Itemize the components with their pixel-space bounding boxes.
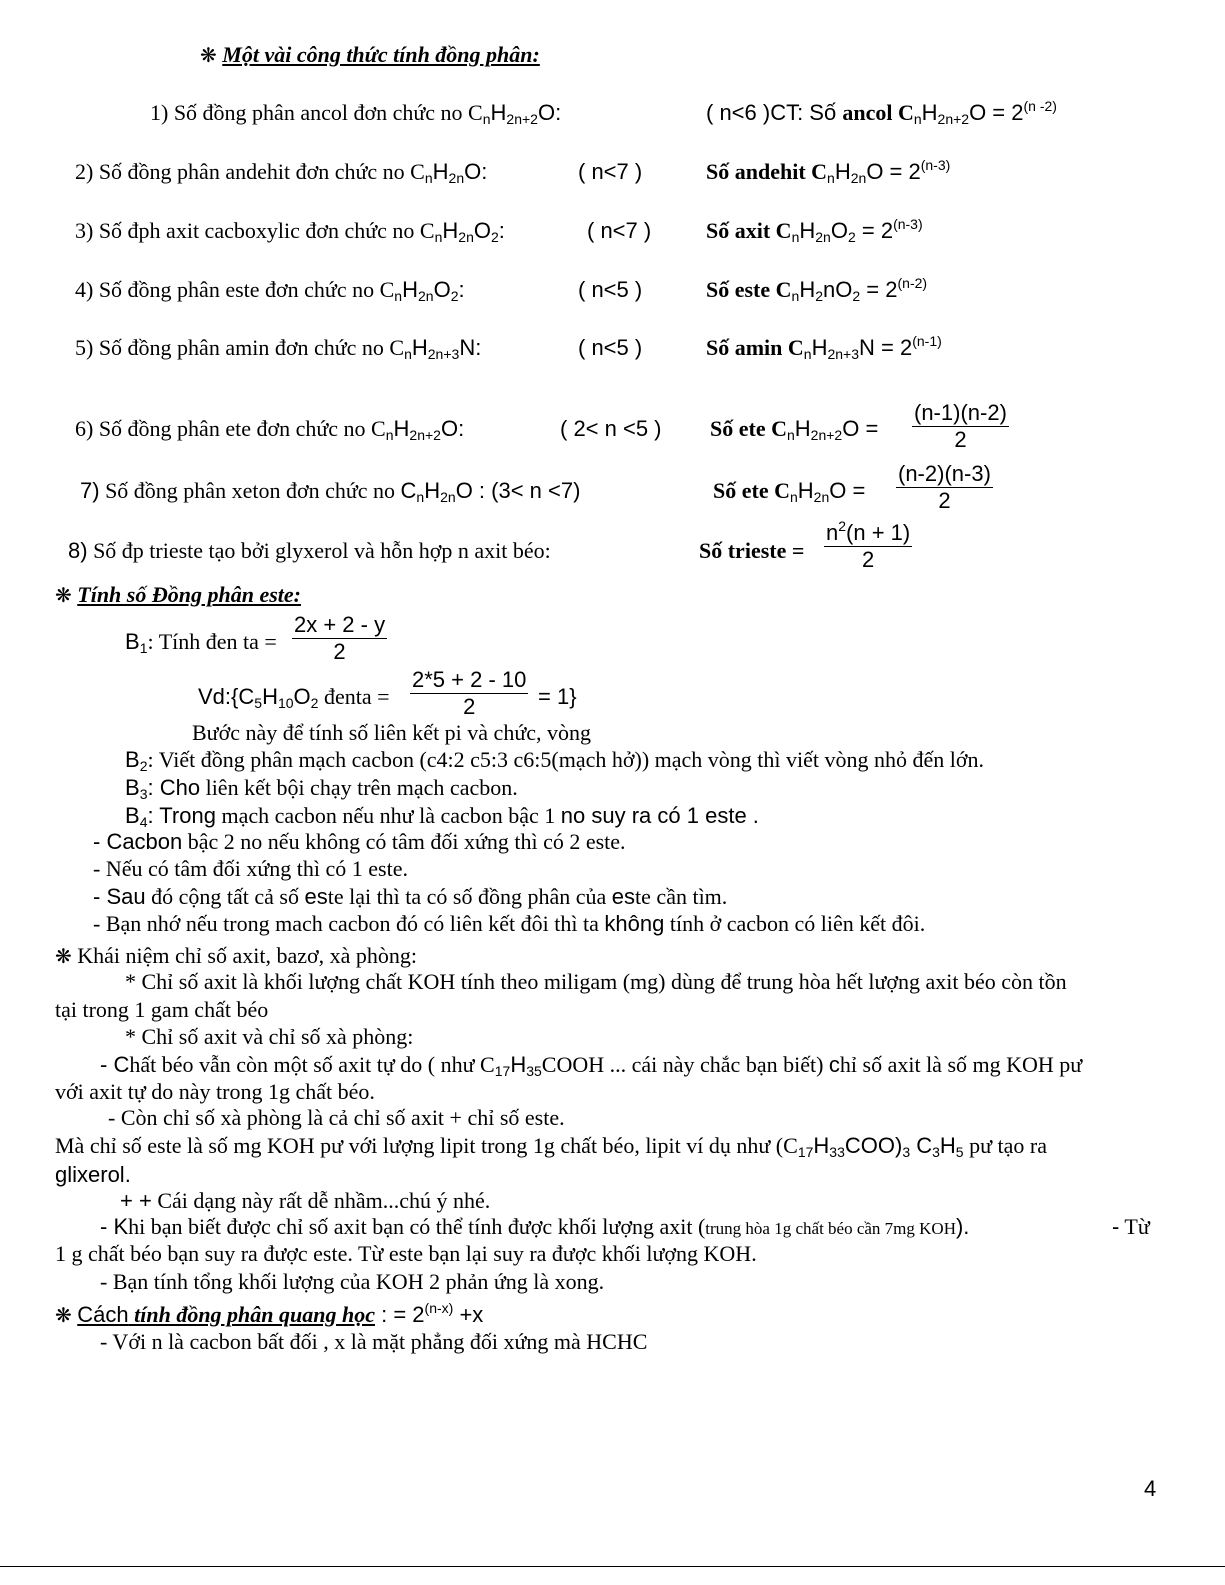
- paragraph-optical-note: - Với n là cacbon bất đối , x là mặt phẳng đối xứng mà HCHC: [100, 1329, 648, 1354]
- step-b1-fraction: [292, 612, 387, 665]
- paragraph-caution: + + Cái dạng này rất dễ nhầm...chú ý nhé.: [120, 1188, 491, 1213]
- formula-2-left: 2) Số đồng phân andehit đơn chức no $C_nH_{2n}O$:: [75, 159, 488, 186]
- formula-7-fraction: [896, 461, 993, 514]
- formula-6-fraction: [912, 400, 1009, 453]
- paragraph-acid-saponif: * Chỉ số axit và chỉ số xà phòng:: [125, 1024, 414, 1049]
- heading-text: Một vài công thức tính đồng phân:: [222, 42, 540, 67]
- paragraph-glixerol: glixerol.: [55, 1162, 131, 1187]
- fraction-numerator: $n^2(n + 1)$: [826, 518, 911, 545]
- heading-acid-index: [55, 943, 417, 969]
- paragraph-free-acid-2: với axit tự do này trong 1g chất béo.: [55, 1079, 375, 1104]
- flower-bullet-icon: ❋: [55, 583, 72, 607]
- flower-bullet-icon: ❋: [55, 944, 72, 968]
- heading-optical-isomers: ❋ Cách tính đồng phân quang học : = $2^{(n-x)} +x$: [55, 1300, 484, 1327]
- step-b1: $B_1$: Tính đen ta =: [125, 629, 277, 656]
- note-pi-bonds: Bước này để tính số liên kết pi và chức, vòng: [192, 720, 592, 745]
- formula-5-condition: ( n<5 ): [578, 335, 643, 360]
- example-denta: $Vd:\{C_5H_{10}O_2$ đenta =: [198, 684, 390, 711]
- fraction-denominator: 2: [333, 639, 346, 664]
- step-b4: $B_4$: Trong mạch cacbon nếu như là cacbon bậc 1 no suy ra có 1 este .: [125, 803, 759, 830]
- formula-8-left: 8) Số đp trieste tạo bởi glyxerol và hỗn hợp n axit béo:: [68, 538, 551, 563]
- paragraph-ester-index: Mà chỉ số este là số mg KOH pư với lượng lipit trong 1g chất béo, lipit ví dụ như $(C_{17}H_{33}COO)_3$ $C_3H_5$ pư tạo ra: [55, 1133, 1047, 1160]
- formula-4-condition: ( n<5 ): [578, 277, 643, 302]
- paragraph-calc-acid: - Khi bạn biết được chỉ số axit bạn có thể tính được khối lượng axit (trung hòa 1g chất béo cần 7mg KOH).: [100, 1214, 970, 1239]
- heading-isomer-formulas: [200, 42, 540, 68]
- formula-3-left: 3) Số đph axit cacboxylic đơn chức no $C_nH_{2n}O_2$:: [75, 218, 505, 245]
- step-b3: $B_3$: Cho liên kết bội chạy trên mạch cacbon.: [125, 775, 518, 802]
- heading-text: Tính số Đồng phân este:: [77, 582, 301, 607]
- dash-line-3: - Sau đó cộng tất cả số este lại thì ta có số đồng phân của este cần tìm.: [93, 884, 728, 909]
- fraction-denominator: 2: [463, 694, 476, 719]
- paragraph-saponif-index: - Còn chỉ số xà phòng là cả chỉ số axit + chỉ số este.: [108, 1105, 565, 1130]
- dash-line-1: - Cacbon bậc 2 no nếu không có tâm đối xứng thì có 2 este.: [93, 829, 626, 854]
- footer-divider: [0, 1566, 1225, 1567]
- example-fraction: [410, 667, 528, 720]
- formula-2-right: Số andehit $C_nH_{2n}O = 2^{(n-3)}$: [706, 157, 951, 186]
- paragraph-total-koh: - Bạn tính tổng khối lượng của KOH 2 phản ứng là xong.: [100, 1269, 605, 1294]
- formula-5-left: 5) Số đồng phân amin đơn chức no $C_nH_{2n+3}N$:: [75, 335, 482, 362]
- flower-bullet-icon: ❋: [55, 1303, 72, 1327]
- paragraph-calc-koh: 1 g chất béo bạn suy ra được este. Từ este bạn lại suy ra được khối lượng KOH.: [55, 1241, 757, 1266]
- formula-7-right: Số ete $C_nH_{2n}O$ =: [713, 478, 866, 505]
- fraction-numerator: 2*5 + 2 - 10: [412, 667, 527, 692]
- page-number: 4: [1144, 1476, 1157, 1501]
- formula-6-condition: ( 2< n <5 ): [560, 416, 662, 441]
- formula-8-fraction: [824, 520, 912, 573]
- formula-3-condition: ( n<7 ): [587, 218, 652, 243]
- formula-4-left: 4) Số đồng phân este đơn chức no $C_nH_{2n}O_2$:: [75, 277, 465, 304]
- paragraph-calc-acid-tail: - Từ: [1112, 1214, 1150, 1239]
- fraction-denominator: 2: [862, 547, 875, 572]
- paragraph-free-acid: - Chất béo vẫn còn một số axit tự do ( như $C_{17}H_{35}COOH$ ... cái này chắc bạn biết) chỉ số axit là số mg KOH pư: [100, 1052, 1083, 1079]
- dash-line-2: - Nếu có tâm đối xứng thì có 1 este.: [93, 856, 408, 881]
- formula-5-right: Số amin $C_nH_{2n+3}N = 2^{(n-1)}$: [706, 333, 942, 362]
- formula-1-left: 1) Số đồng phân ancol đơn chức no $C_nH_{2n+2}O$:: [150, 100, 562, 127]
- formula-1-right: ( n<6 )CT: Số ancol $C_nH_{2n+2}O = 2^{(n -2)}$: [706, 98, 1057, 127]
- formula-2-condition: ( n<7 ): [578, 159, 643, 184]
- flower-bullet-icon: ❋: [200, 43, 217, 67]
- heading-text: Khái niệm chỉ số axit, bazơ, xà phòng:: [71, 943, 417, 968]
- dash-line-4: - Bạn nhớ nếu trong mach cacbon đó có liên kết đôi thì ta không tính ở cacbon có liên kết đôi.: [93, 911, 926, 936]
- fraction-denominator: 2: [954, 427, 967, 452]
- heading-ester-isomers: [55, 582, 301, 608]
- step-b2: $B_2$: Viết đồng phân mạch cacbon (c4:2 c5:3 c6:5(mạch hở)) mạch vòng thì viết vòng nhỏ đến lớn.: [125, 747, 985, 774]
- formula-6-left: 6) Số đồng phân ete đơn chức no $C_nH_{2n+2}O$:: [75, 416, 465, 443]
- fraction-numerator: (n-2)(n-3): [898, 461, 991, 486]
- formula-4-right: Số este $C_nH_2nO_2 = 2^{(n-2)}$: [706, 275, 928, 304]
- formula-6-right: Số ete $C_nH_{2n+2}O$ =: [710, 416, 879, 443]
- paragraph-acid-def-1: * Chỉ số axit là khối lượng chất KOH tính theo miligam (mg) dùng để trung hòa hết lượng axit béo còn tồn: [125, 969, 1067, 994]
- fraction-denominator: 2: [938, 488, 951, 513]
- fraction-numerator: 2x + 2 - y: [294, 612, 386, 637]
- fraction-numerator: (n-1)(n-2): [914, 400, 1007, 425]
- formula-7-left: 7) Số đồng phân xeton đơn chức no $C_nH_{2n}O$ : (3< n <7): [80, 478, 581, 505]
- formula-8-right: Số trieste =: [699, 538, 805, 563]
- example-result: = 1}: [538, 684, 577, 709]
- formula-3-right: Số axit $C_nH_{2n}O_2 = 2^{(n-3)}$: [706, 216, 923, 245]
- paragraph-acid-def-2: tại trong 1 gam chất béo: [55, 997, 269, 1022]
